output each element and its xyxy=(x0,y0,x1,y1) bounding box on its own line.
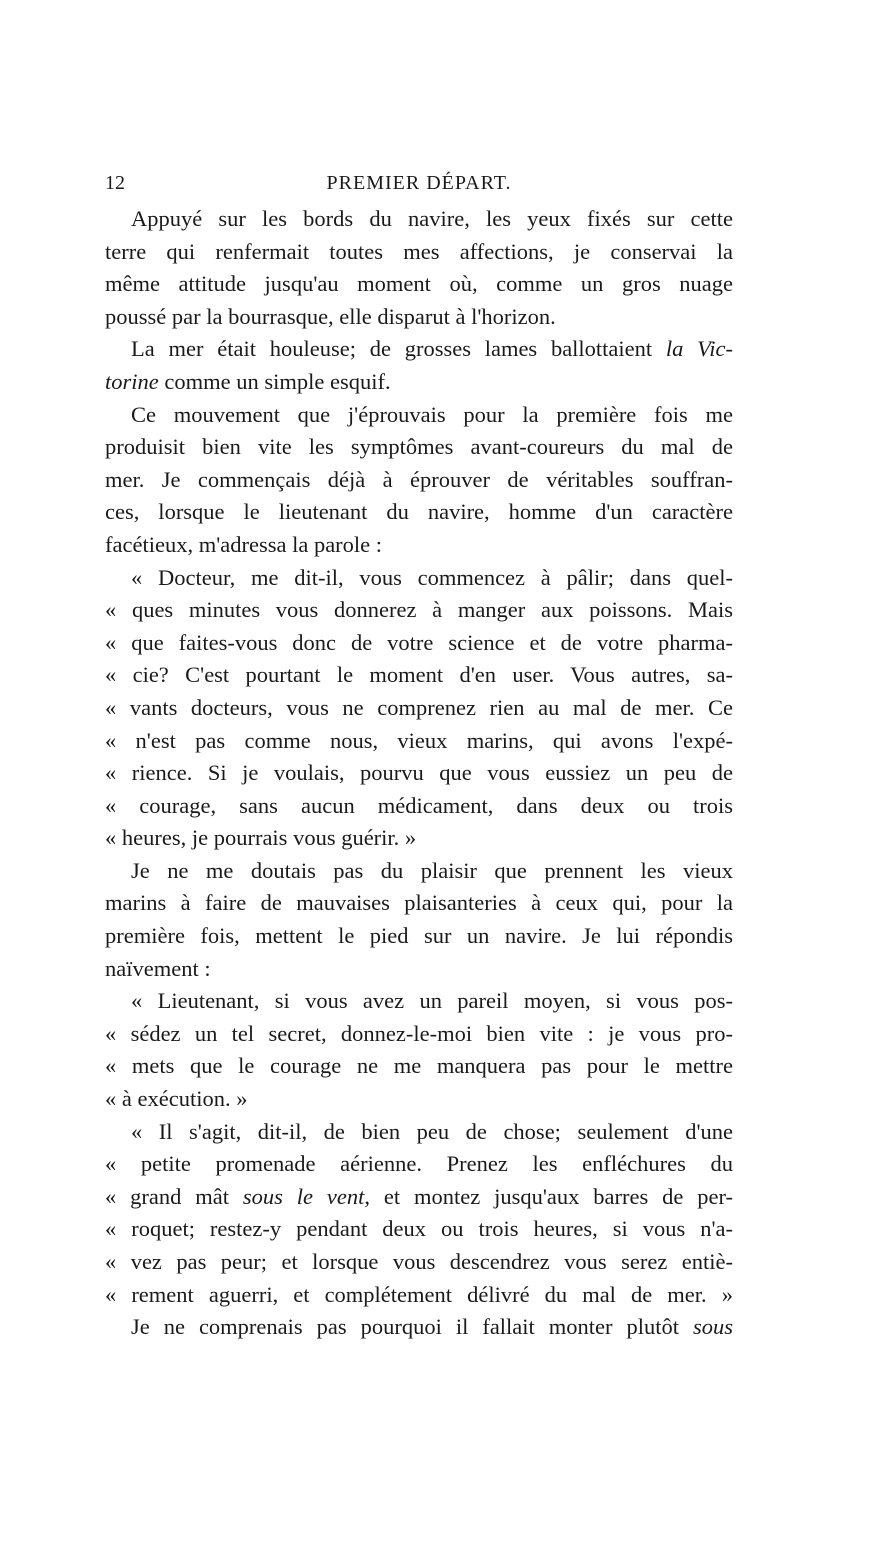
line-text: « vez pas peur; et lorsque vous descendrez vous serez entiè- xyxy=(105,1249,733,1274)
text-line xyxy=(105,464,733,497)
line-text: « rement aguerri, et complétement délivré du mal de mer. » xyxy=(105,1281,733,1307)
text-line xyxy=(105,594,733,627)
text-line xyxy=(105,236,733,269)
running-title: PREMIER DÉPART. xyxy=(326,172,512,194)
text-line xyxy=(105,1148,733,1181)
text-line xyxy=(105,822,733,855)
text-line xyxy=(105,529,733,562)
line-text: « grand mât xyxy=(105,1183,243,1209)
line-text: « rience. Si je voulais, pourvu que vous eussiez un peu de xyxy=(105,760,733,786)
text-line xyxy=(105,268,733,301)
text-line xyxy=(105,627,733,660)
text-line xyxy=(105,203,733,236)
text-line xyxy=(105,855,733,888)
italic-text: sous xyxy=(692,1314,733,1340)
line-text: mer. Je commençais déjà à éprouver de véritables souffran- xyxy=(105,466,733,492)
line-text: « n'est pas comme nous, vieux marins, qui avons l'expé- xyxy=(105,727,733,753)
line-text: « mets que le courage ne me manquera pas pour le mettre xyxy=(105,1053,733,1079)
line-text: « Docteur, me dit-il, vous commencez à pâlir; dans quel- xyxy=(131,564,733,590)
line-text: « courage, sans aucun médicament, dans deux ou trois xyxy=(105,792,733,818)
line-text: « sédez un tel secret, donnez-le-moi bien vite : je vous pro- xyxy=(105,1020,733,1046)
text-line xyxy=(105,757,733,790)
line-text: Ce mouvement que j'éprouvais pour la première fois me xyxy=(131,401,733,427)
text-line xyxy=(105,953,733,986)
line-text: ces, lorsque le lieutenant du navire, homme d'un caractère xyxy=(105,499,733,525)
line-text: « Lieutenant, si vous avez un pareil moyen, si vous pos- xyxy=(131,988,733,1014)
text-line xyxy=(105,790,733,823)
line-text: naïvement : xyxy=(105,955,211,981)
text-line xyxy=(105,562,733,595)
line-text: « à exécution. » xyxy=(105,1086,248,1112)
text-line xyxy=(105,692,733,725)
line-text: « heures, je pourrais vous guérir. » xyxy=(105,825,417,851)
text-line xyxy=(105,887,733,920)
italic-text: la Vic- xyxy=(665,336,733,362)
line-text: comme un simple esquif. xyxy=(158,368,391,394)
text-line xyxy=(105,1181,733,1214)
text-line xyxy=(105,1279,733,1312)
line-text: « Il s'agit, dit-il, de bien peu de chose; seulement d'une xyxy=(131,1118,733,1144)
line-text: « petite promenade aérienne. Prenez les enfléchures du xyxy=(105,1151,733,1177)
line-text: Je ne me doutais pas du plaisir que prennent les vieux xyxy=(131,857,733,883)
text-line xyxy=(105,1116,733,1149)
text-line xyxy=(105,1213,733,1246)
line-text: , et montez jusqu'aux barres de per- xyxy=(364,1183,734,1209)
line-text: même attitude jusqu'au moment où, comme un gros nuage xyxy=(105,271,733,297)
text-line xyxy=(105,985,733,1018)
page-number: 12 xyxy=(105,172,125,194)
italic-text: torine xyxy=(105,368,159,394)
line-text: Appuyé sur les bords du navire, les yeux fixés sur cette xyxy=(131,206,733,231)
italic-text: sous le vent xyxy=(242,1183,365,1209)
line-text: produisit bien vite les symptômes avant-coureurs du mal de xyxy=(105,434,733,460)
line-text: première fois, mettent le pied sur un navire. Je lui répondis xyxy=(105,923,733,949)
line-text: « vants docteurs, vous ne comprenez rien au mal de mer. Ce xyxy=(105,694,733,720)
text-line xyxy=(105,659,733,692)
text-line xyxy=(105,333,733,366)
text-line xyxy=(105,1083,733,1116)
line-text: Je ne comprenais pas pourquoi il fallait monter plutôt xyxy=(131,1314,693,1340)
body-text xyxy=(105,203,733,1344)
line-text: terre qui renfermait toutes mes affections, je conservai la xyxy=(105,238,733,264)
text-line xyxy=(105,1246,733,1279)
text-line xyxy=(105,301,733,334)
line-text: La mer était houleuse; de grosses lames ballottaient xyxy=(131,336,666,362)
text-line xyxy=(105,725,733,758)
text-line xyxy=(105,431,733,464)
text-line xyxy=(105,1050,733,1083)
line-text: « cie? C'est pourtant le moment d'en user. Vous autres, sa- xyxy=(105,662,733,688)
line-text: « ques minutes vous donnerez à manger aux poissons. Mais xyxy=(105,597,733,623)
text-line xyxy=(105,1018,733,1051)
text-line xyxy=(105,920,733,953)
text-line xyxy=(105,399,733,432)
line-text: « roquet; restez-y pendant deux ou trois heures, si vous n'a- xyxy=(105,1216,733,1242)
line-text: « que faites-vous donc de votre science et de votre pharma- xyxy=(105,629,733,655)
line-text: poussé par la bourrasque, elle disparut à l'horizon. xyxy=(105,303,556,329)
text-line xyxy=(105,1311,733,1344)
page-header xyxy=(105,172,733,200)
text-line xyxy=(105,366,733,399)
text-line xyxy=(105,496,733,529)
line-text: marins à faire de mauvaises plaisanteries à ceux qui, pour la xyxy=(105,890,733,916)
line-text: facétieux, m'adressa la parole : xyxy=(105,531,383,557)
